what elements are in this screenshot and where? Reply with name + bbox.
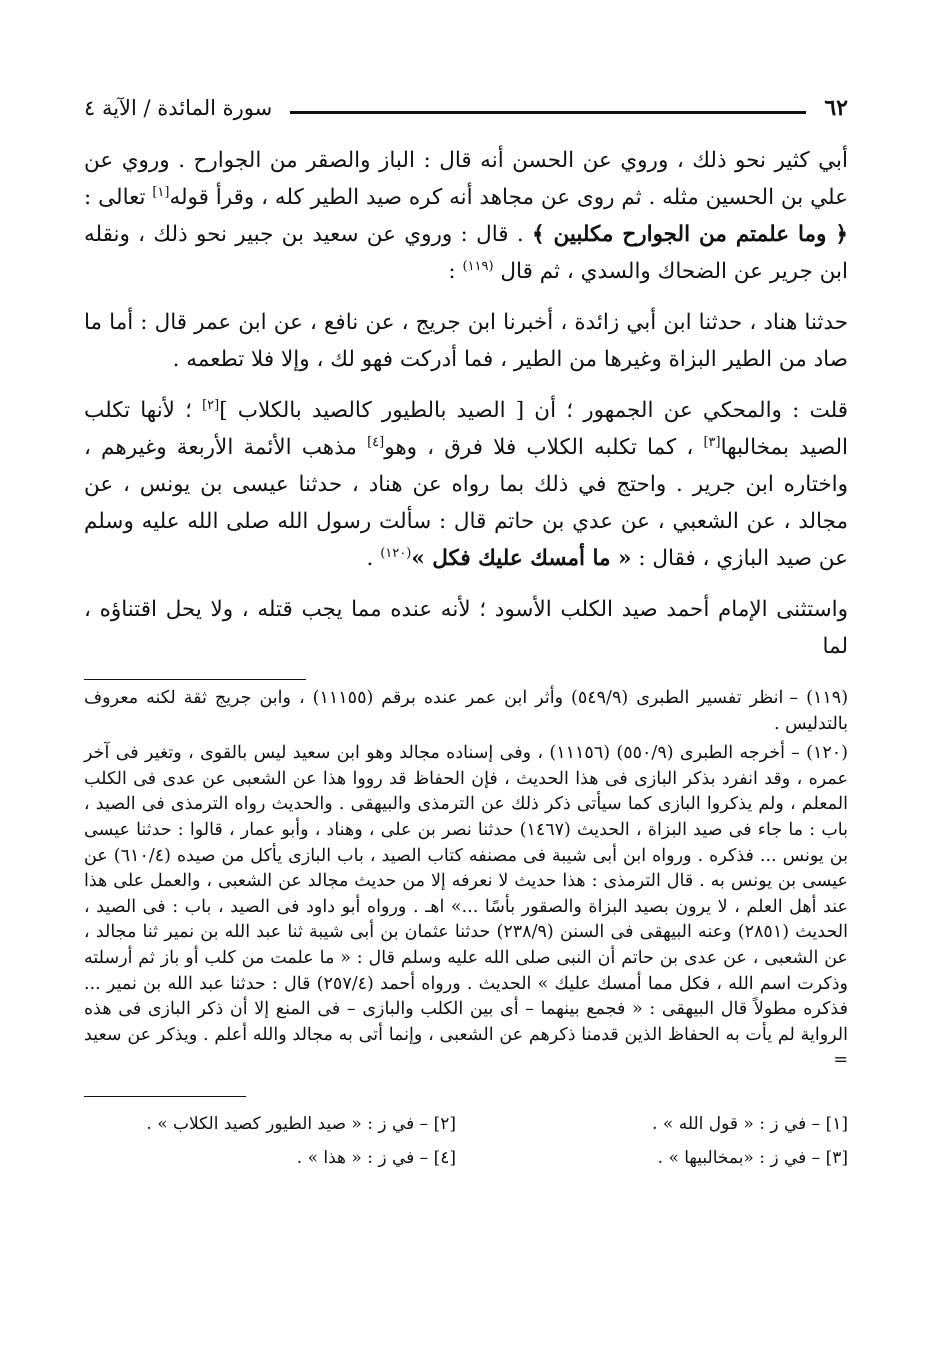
variant-note-2: [٢] – في ز : « صيد الطيور كصيد الكلاب » .: [146, 1113, 456, 1134]
note-ref-3: [٣]: [703, 434, 721, 450]
text-span: ؛ لأنها تكلب الصيد بمخالبها: [84, 398, 848, 460]
variant-note-3: [٣] – في ز : «بمخالبيها » .: [657, 1147, 848, 1168]
text-span: . قال : وروي عن سعيد بن جبير نحو ذلك ، ونقله ابن جرير عن الضحاك والسدي ، ثم قال: [84, 222, 848, 284]
paragraph-4: واستثنى الإمام أحمد صيد الكلب الأسود ؛ لأنه عنده مما يجب قتله ، ولا يحل اقتناؤه ، لما: [84, 597, 848, 659]
footnote-text: أخرجه الطبرى (٥٥٠/٩) (١١١٥٦) ، وفى إسناده مجالد وهو ابن سعيد ليس بالقوى ، وتغير فى آخر عمره ، وقد انفرد بذكر البازى فى هذا الحديث ، فإن الحفاظ قد رووا هذا عن الشعبى عن عدى فى الكلب المعلم ، ولم يذكروا البازى كما سيأتى ذكر ذلك عن الترمذى والبيهقى . والحديث رواه الترمذى فى الصيد ، باب : ما جاء فى صيد البزاة ، الحديث (١٤٦٧) حدثنا نصر بن على ، وهناد ، وأبو عمار ، قالوا : حدثنا عيسى بن يونس ... فذكره . ورواه ابن أبى شيبة فى مصنفه كتاب الصيد ، باب البازى يأكل من صيده (٦١٠/٤) عن عيسى بن يونس به . قال الترمذى : هذا حديث لا نعرفه إلا من حديث مجالد عن الشعبى ، والعمل على هذا عند أهل العلم ، لا يرون بصيد البزاة والصقور بأسًا ...» اهـ . ورواه أبو داود فى الصيد ، باب : فى الصيد ، الحديث (٢٨٥١) وعنه البيهقى فى السنن (٢٣٨/٩) حدثنا عثمان بن أبى شيبة ثنا عبد الله بن نمير ثنا مجالد ، عن الشعبى ، عن عدى بن حاتم أن النبى صلى الله عليه وسلم قال : « ما علمت من كلب أو باز ثم أرسلته وذكرت اسم الله ، فكل مما أمسك عليك » الحديث . ورواه أحمد (٢٥٧/٤) قال : حدثنا عبد الله بن نمير ... فذكره مطولاً قال البيهقى : « فجمع بينهما – أى بين الكلب والبازى – فى المنع إلا أن ذكر البازى فى هذه الرواية لم يأت به الحفاظ الذين قدمنا ذكرهم عن الشعبى ، وإنما أتى به مجالد والله أعلم . ويذكر عن سعيد =: [84, 743, 848, 1071]
page-header: [84, 88, 848, 128]
paragraph-2: حدثنا هناد ، حدثنا ابن أبي زائدة ، أخبرنا ابن جريج ، عن نافع ، عن ابن عمر قال : أما ما صاد من الطير البزاة وغيرها من الطير ، فما أدركت فهو لك ، وإلا فلا تطعمه .: [84, 310, 848, 372]
footnote-120: [84, 741, 848, 1074]
hadith-quote: « ما أمسك عليك فكل »: [411, 546, 632, 571]
note-ref-2: [٢]: [202, 397, 220, 413]
paragraph-1: [84, 142, 848, 290]
quran-verse: ﴿ وما علمتم من الجوارح مكلبين ﴾: [531, 222, 848, 247]
footnote-ref-120: (١٢٠): [380, 545, 412, 561]
variant-note-4: [٤] – في ز : « هذا » .: [296, 1147, 456, 1168]
footnotes: [84, 686, 848, 1074]
footnote-separator: [84, 679, 306, 680]
variant-notes: [84, 1107, 848, 1175]
notes-separator: [84, 1096, 246, 1097]
text-span: مذهب الأئمة الأربعة وغيرهم ، واختاره ابن جرير . واحتج في ذلك بما رواه عن هناد ، حدثنا عيسى بن يونس ، عن مجالد ، عن الشعبي ، عن عدي بن حاتم قال : سألت رسول الله صلى الله عليه وسلم عن صيد البازي ، فقال :: [84, 435, 848, 571]
footnote-119: [84, 686, 848, 737]
footnote-ref-119: (١١٩): [462, 258, 494, 274]
text-span: ، كما تكلبه الكلاب فلا فرق ، وهو: [384, 435, 704, 460]
text-span: قلت : والمحكي عن الجمهور ؛ أن [ الصيد بالطيور كالصيد بالكلاب ]: [219, 398, 848, 423]
footnote-number: (١٢٠) –: [791, 743, 848, 764]
page-number: ٦٢: [824, 95, 848, 121]
variant-note-1: [١] – في ز : « قول الله » .: [652, 1113, 848, 1134]
note-ref-4: [٤]: [367, 434, 385, 450]
paragraph-3: [84, 392, 848, 577]
header-rule: [290, 111, 806, 114]
note-ref-1: [١]: [152, 184, 170, 200]
footnote-text: انظر تفسير الطبرى (٥٤٩/٩) وأثر ابن عمر عنده برقم (١١١٥٥) ، وابن جريج ثقة لكنه معروف بالتدليس .: [84, 688, 848, 734]
text-span: .: [366, 546, 381, 571]
text-span: أبي كثير نحو ذلك ، وروي عن الحسن أنه قال : الباز والصقر من الجوارح . وروي عن علي بن الحسين مثله . ثم روى عن مجاهد أنه كره صيد الطير كله ، وقرأ قوله: [84, 148, 848, 210]
text-span: :: [448, 259, 463, 284]
surah-title: سورة المائدة / الآية ٤: [84, 96, 273, 120]
main-text: [84, 142, 848, 665]
footnote-number: (١١٩) –: [789, 688, 849, 708]
text-span: تعالى :: [84, 185, 153, 210]
